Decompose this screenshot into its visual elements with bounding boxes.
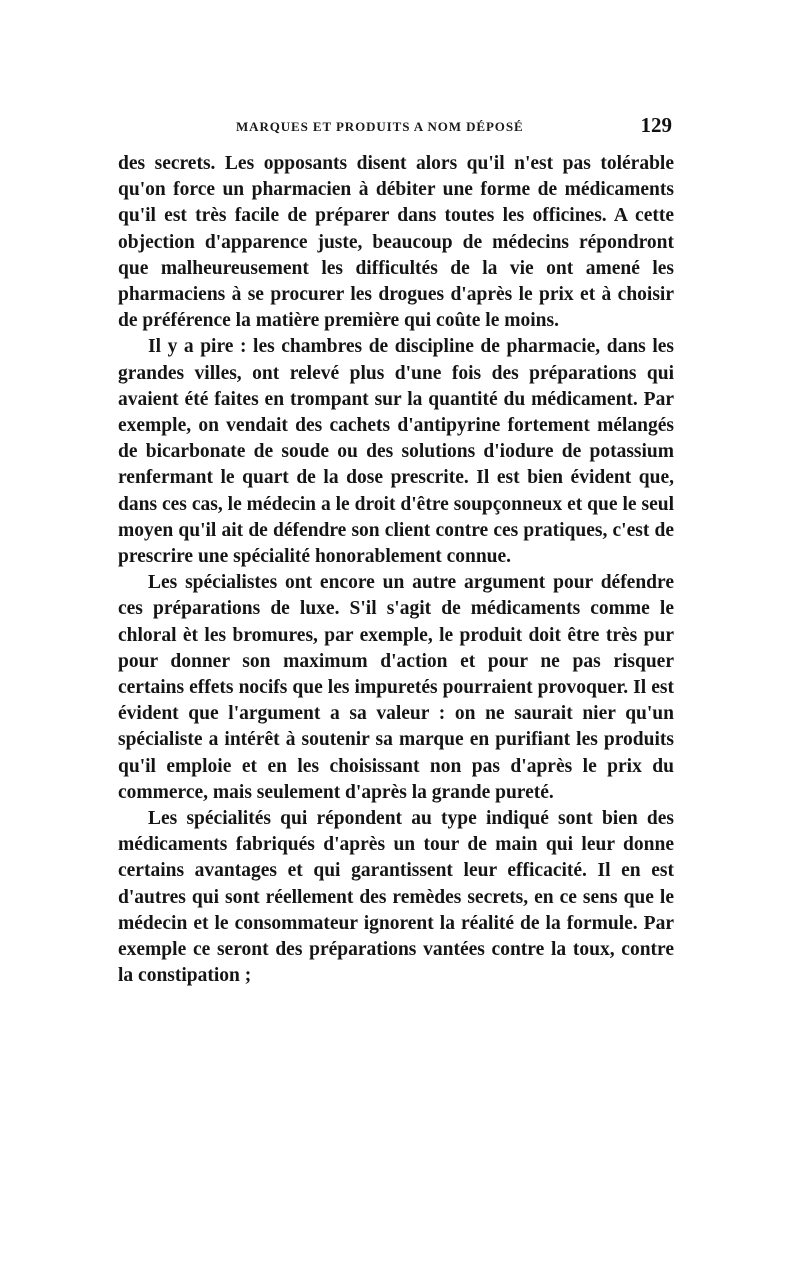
paragraph: Les spécialistes ont encore un autre argument pour défendre ces préparations de luxe. S'il s'agit de médicaments comme le chloral èt les bromures, par exemple, le produit doit être très pur pour donner son maximum d'action et pour ne pas risquer certains effets nocifs que les impuretés pourraient provoquer. Il est évident que l'argument a sa valeur : on ne saurait nier qu'un spécialiste a intérêt à soutenir sa marque en purifiant les produits qu'il emploie et en les choisissant non pas d'après le prix du commerce, mais seulement d'après la grande pureté. [118, 572, 674, 803]
page-number: 129 [640, 113, 672, 137]
body-text [118, 151, 674, 990]
running-head [118, 113, 674, 140]
running-title: MARQUES ET PRODUITS A NOM DÉPOSÉ [236, 119, 524, 134]
paragraph: des secrets. Les opposants disent alors qu'il n'est pas tolérable qu'on force un pharmacien à débiter une forme de médicaments qu'il est très facile de préparer dans toutes les officines. A cette objection d'apparence juste, beaucoup de médecins répondront que malheureusement les difficultés de la vie ont amené les pharmaciens à se procurer les drogues d'après le prix et à choisir de préférence la matière première qui coûte le moins. [118, 153, 674, 332]
paragraph: Il y a pire : les chambres de discipline de pharmacie, dans les grandes villes, ont relevé plus d'une fois des préparations qui avaient été faites en trompant sur la quantité du médicament. Par exemple, on vendait des cachets d'antipyrine fortement mélangés de bicarbonate de soude ou des solutions d'iodure de potassium renfermant le quart de la dose prescrite. Il est bien évident que, dans ces cas, le médecin a le droit d'être soupçonneux et que le seul moyen qu'il ait de défendre son client contre ces pratiques, c'est de prescrire une spécialité honorablement connue. [118, 336, 674, 568]
paragraph: Les spécialités qui répondent au type indiqué sont bien des médicaments fabriqués d'après un tour de main qui leur donne certains avantages et qui garantissent leur efficacité. Il en est d'autres qui sont réellement des remèdes secrets, en ce sens que le médecin et le consommateur ignorent la réalité de la formule. Par exemple ce seront des préparations vantées contre la toux, contre la constipation ; [118, 808, 674, 987]
